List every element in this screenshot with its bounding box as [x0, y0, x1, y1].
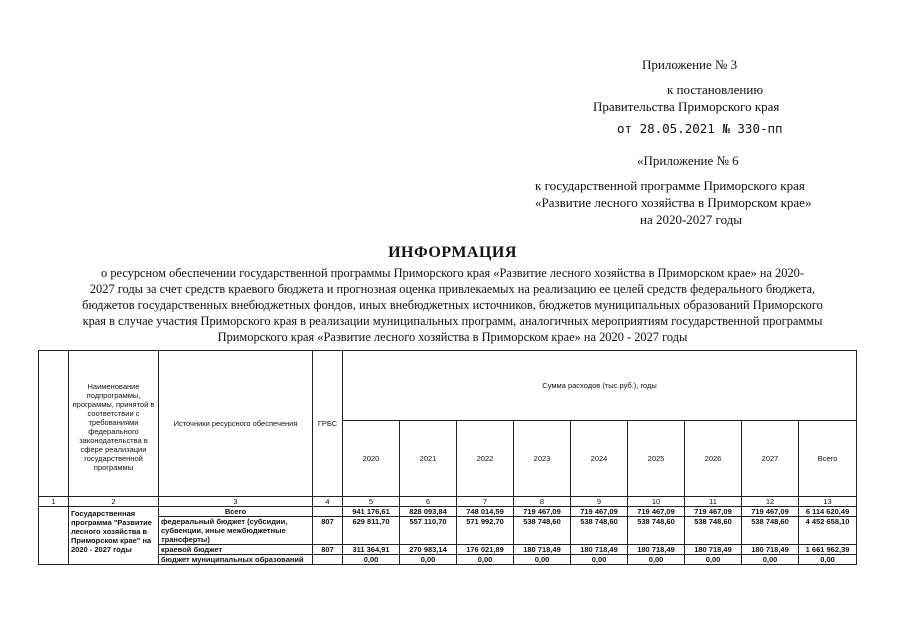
- header-year-2023: 2023: [514, 421, 571, 497]
- header-index-cell: [39, 351, 69, 497]
- header-year-2026: 2026: [685, 421, 742, 497]
- value-cell: 180 718,49: [685, 545, 742, 555]
- value-cell: 557 110,70: [400, 517, 457, 545]
- column-number: 2: [69, 497, 159, 507]
- value-cell: 1 661 962,39: [799, 545, 857, 555]
- value-cell: 311 364,91: [343, 545, 400, 555]
- column-number: 10: [628, 497, 685, 507]
- column-number: 7: [457, 497, 514, 507]
- grbs-cell: 807: [313, 545, 343, 555]
- value-cell: 0,00: [400, 555, 457, 565]
- value-cell: 538 748,60: [628, 517, 685, 545]
- table-row-regional: [39, 545, 857, 555]
- value-cell: 0,00: [514, 555, 571, 565]
- grbs-cell: 807: [313, 517, 343, 545]
- column-number-row: [39, 497, 857, 507]
- subtitle-line: о ресурсном обеспечении государственной программы Приморского края «Развитие лесного хозяйства в Приморском крае» на 2020-: [101, 266, 804, 280]
- annex-number: Приложение № 3: [642, 57, 738, 72]
- value-cell: 180 718,49: [628, 545, 685, 555]
- grbs-cell: [313, 507, 343, 517]
- header-year-2025: 2025: [628, 421, 685, 497]
- header-sources: Источники ресурсного обеспечения: [159, 351, 313, 497]
- value-cell: 719 467,09: [514, 507, 571, 517]
- value-cell: 0,00: [799, 555, 857, 565]
- value-cell: 538 748,60: [742, 517, 799, 545]
- annex-program-ref: к государственной программе Приморского края: [535, 178, 805, 193]
- column-number: 13: [799, 497, 857, 507]
- column-number: 12: [742, 497, 799, 507]
- header-year-2021: 2021: [400, 421, 457, 497]
- value-cell: 0,00: [685, 555, 742, 565]
- column-number: 9: [571, 497, 628, 507]
- value-cell: 538 748,60: [571, 517, 628, 545]
- column-number: 3: [159, 497, 313, 507]
- value-cell: 719 467,09: [742, 507, 799, 517]
- subtitle-line: 2027 годы за счет средств краевого бюджета и прогнозная оценка привлекаемых на реализацию ее целей средств федерального бюджета,: [89, 282, 816, 296]
- value-cell: 629 811,70: [343, 517, 400, 545]
- value-cell: 538 748,60: [685, 517, 742, 545]
- row-index-cell: [39, 507, 69, 565]
- value-cell: 941 176,61: [343, 507, 400, 517]
- annex-program-years: на 2020-2027 годы: [640, 212, 743, 227]
- column-number: 1: [39, 497, 69, 507]
- column-number: 6: [400, 497, 457, 507]
- value-cell: 748 014,59: [457, 507, 514, 517]
- grbs-cell: [313, 555, 343, 565]
- value-cell: 270 983,14: [400, 545, 457, 555]
- program-name-cell: Государственная программа "Развитие лесного хозяйства в Приморском крае" на 2020 - 2027 годы: [69, 507, 159, 565]
- value-cell: 0,00: [457, 555, 514, 565]
- value-cell: 0,00: [343, 555, 400, 565]
- subtitle-line: Приморского края «Развитие лесного хозяйства в Приморском крае» на 2020 - 2027 годы: [217, 330, 688, 344]
- column-number: 5: [343, 497, 400, 507]
- value-cell: 719 467,09: [571, 507, 628, 517]
- value-cell: 538 748,60: [514, 517, 571, 545]
- header-row-top: [39, 351, 857, 421]
- value-cell: 719 467,09: [628, 507, 685, 517]
- header-sum-expenses: Сумма расходов (тыс.руб.), годы: [343, 351, 857, 421]
- value-cell: 0,00: [628, 555, 685, 565]
- value-cell: 180 718,49: [514, 545, 571, 555]
- table-row-federal: [39, 517, 857, 545]
- annex-program-name: «Развитие лесного хозяйства в Приморском крае»: [535, 195, 812, 210]
- header-year-2022: 2022: [457, 421, 514, 497]
- table-row-total: [39, 507, 857, 517]
- decree-date-number: от 28.05.2021 № 330-пп: [617, 121, 783, 136]
- annex-prev-number: «Приложение № 6: [637, 153, 739, 168]
- column-number: 8: [514, 497, 571, 507]
- value-cell: 180 718,49: [571, 545, 628, 555]
- annex-to-decree: к постановлению: [667, 82, 764, 97]
- column-number: 11: [685, 497, 742, 507]
- value-cell: 571 992,70: [457, 517, 514, 545]
- header-year-2024: 2024: [571, 421, 628, 497]
- header-year-2027: 2027: [742, 421, 799, 497]
- header-year-total: Всего: [799, 421, 857, 497]
- value-cell: 180 718,49: [742, 545, 799, 555]
- annex-government: Правительства Приморского края: [593, 99, 780, 114]
- source-cell: Всего: [159, 507, 313, 517]
- subtitle-line: бюджетов государственных внебюджетных фондов, иных внебюджетных источников, бюджетов муниципальных образований Приморского: [82, 298, 823, 312]
- document-subtitle: [50, 265, 855, 345]
- value-cell: 0,00: [742, 555, 799, 565]
- subtitle-line: края в случае участия Приморского края в реализации муниципальных программ, аналогичных мероприятиям государственной программы: [82, 314, 823, 328]
- value-cell: 0,00: [571, 555, 628, 565]
- table-row-municipal: [39, 555, 857, 565]
- source-cell: краевой бюджет: [159, 545, 313, 555]
- value-cell: 4 452 658,10: [799, 517, 857, 545]
- column-number: 4: [313, 497, 343, 507]
- value-cell: 719 467,09: [685, 507, 742, 517]
- header-year-2020: 2020: [343, 421, 400, 497]
- header-program-name: Наименование подпрограммы, программы, принятой в соответствии с требованиями федерального законодательства в сфере реализации государственной программы: [69, 351, 159, 497]
- source-cell: бюджет муниципальных образований: [159, 555, 313, 565]
- header-grbs: ГРБС: [313, 351, 343, 497]
- resource-table: [38, 350, 857, 565]
- document-title: ИНФОРМАЦИЯ: [388, 244, 517, 261]
- value-cell: 6 114 620,49: [799, 507, 857, 517]
- value-cell: 828 093,84: [400, 507, 457, 517]
- source-cell: федеральный бюджет (субсидии, субвенции, иные межбюджетные трансферты): [159, 517, 313, 545]
- value-cell: 176 021,89: [457, 545, 514, 555]
